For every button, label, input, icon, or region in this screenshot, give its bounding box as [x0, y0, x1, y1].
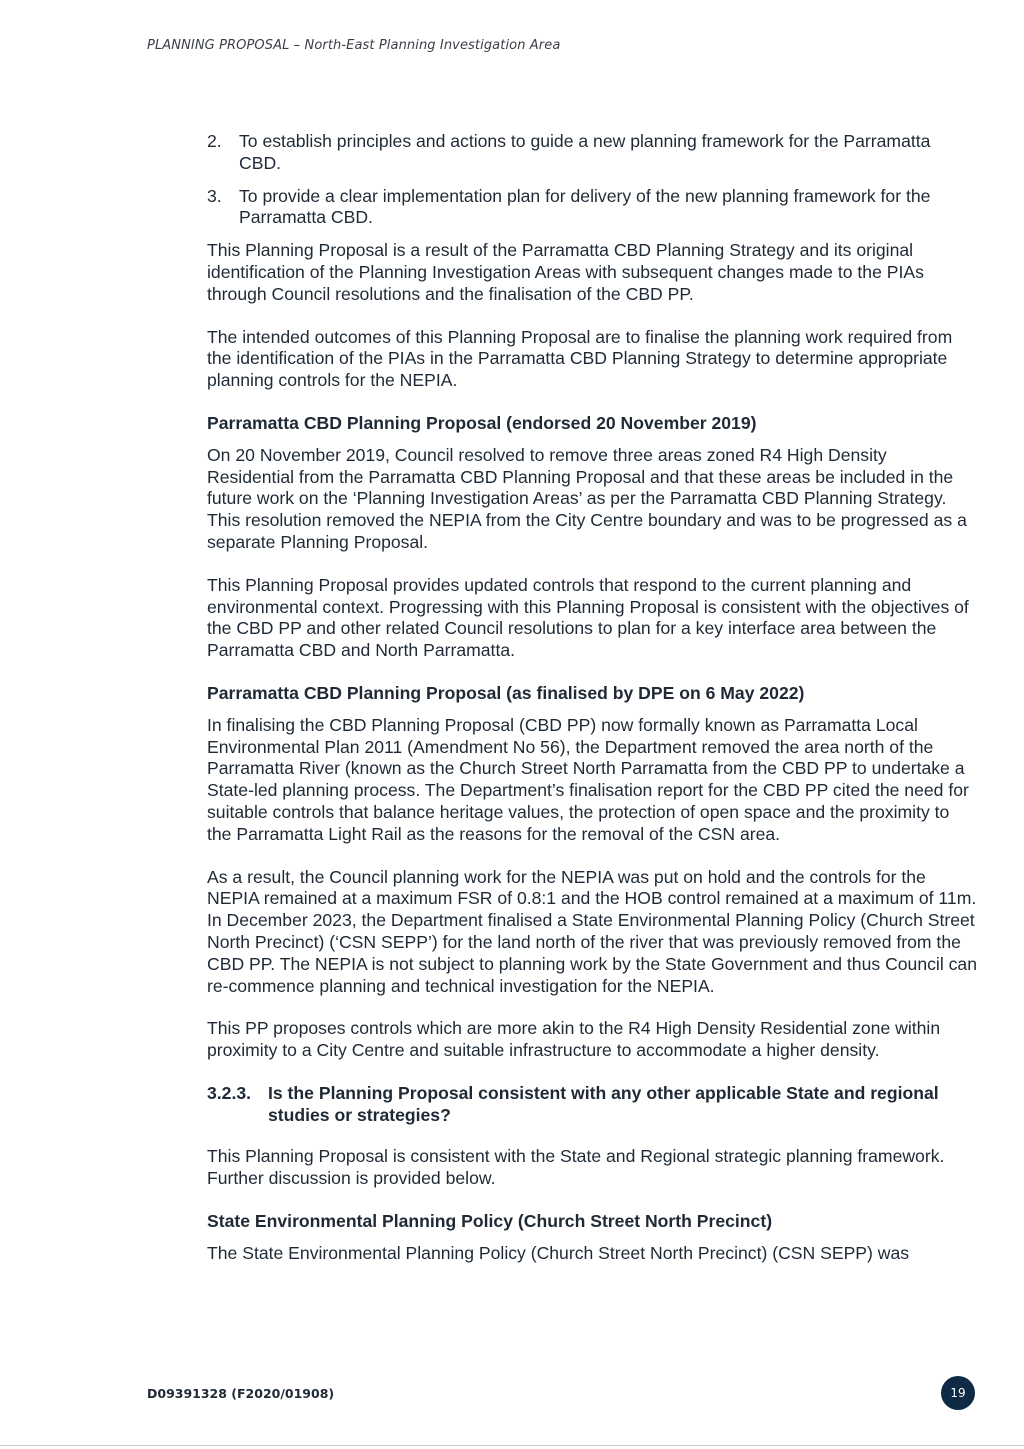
section-3-2-3-paragraph: This Planning Proposal is consistent with the State and Regional strategic planning framework. Further discussion is provided below.	[207, 1146, 945, 1189]
heading-cbd-pp-2022: Parramatta CBD Planning Proposal (as finalised by DPE on 6 May 2022)	[207, 682, 805, 703]
cbd-pp-2019-paragraph-2: This Planning Proposal provides updated controls that respond to the current planning and environmental context. Progressing with this Planning Proposal is consistent with the objectives of the CBD PP and other related Council resolutions to plan for a key interface area between the Parramatta CBD and North Parramatta.	[207, 574, 969, 661]
section-number: 3.2.3.	[207, 1082, 252, 1103]
section-title: Is the Planning Proposal consistent with any other applicable State and regional studies or strategies?	[268, 1082, 939, 1125]
heading-cbd-pp-2019: Parramatta CBD Planning Proposal (endorsed 20 November 2019)	[207, 412, 757, 433]
running-header: PLANNING PROPOSAL – North-East Planning Investigation Area	[147, 38, 561, 53]
document-reference: D09391328 (F2020/01908)	[147, 1386, 335, 1401]
page-number-badge: 19	[941, 1376, 975, 1410]
cbd-pp-2019-paragraph-1: On 20 November 2019, Council resolved to remove three areas zoned R4 High Density Residential from the Parramatta CBD Planning Proposal and that these areas be included in the future work on the ‘Planning Investigation Areas’ as per the Parramatta CBD Planning Strategy. This resolution removed the NEPIA from the City Centre boundary and was to be progressed as a separate Planning Proposal.	[207, 444, 967, 552]
csn-sepp-paragraph: The State Environmental Planning Policy (Church Street North Precinct) (CSN SEPP) was	[207, 1242, 910, 1263]
list-item-number: 3.	[207, 185, 222, 206]
cbd-pp-2022-paragraph-3: This PP proposes controls which are more akin to the R4 High Density Residential zone within proximity to a City Centre and suitable infrastructure to accommodate a higher density.	[207, 1018, 941, 1061]
list-item-number: 2.	[207, 131, 222, 151]
cbd-pp-2022-paragraph-1: In finalising the CBD Planning Proposal (CBD PP) now formally known as Parramatta Local Environmental Plan 2011 (Amendment No 56), the Department removed the area north of the Parramatta River (known as the Church Street North Parramatta from the CBD PP to undertake a State-led planning process. The Department’s finalisation report for the CBD PP cited the need for suitable controls that balance heritage values, the protection of open space and the proximity to the Parramatta Light Rail as the reasons for the removal of the CSN area.	[207, 714, 969, 844]
document-body	[207, 131, 977, 1286]
list-item-text: To provide a clear implementation plan for delivery of the new planning framework for the Parramatta CBD.	[239, 185, 931, 228]
list-item-text: To establish principles and actions to guide a new planning framework for the Parramatta CBD.	[239, 131, 931, 173]
objectives-list	[207, 131, 977, 229]
page-bottom-divider	[0, 1445, 1024, 1446]
list-item	[207, 186, 977, 230]
list-item	[207, 131, 977, 175]
intro-paragraph-2: The intended outcomes of this Planning Proposal are to finalise the planning work required from the identification of the PIAs in the Parramatta CBD Planning Strategy to determine appropriate planning controls for the NEPIA.	[207, 326, 953, 391]
intro-paragraph-1: This Planning Proposal is a result of the Parramatta CBD Planning Strategy and its original identification of the Planning Investigation Areas with subsequent changes made to the PIAs through Council resolutions and the finalisation of the CBD PP.	[207, 240, 924, 304]
heading-csn-sepp: State Environmental Planning Policy (Church Street North Precinct)	[207, 1211, 773, 1232]
heading-section-3-2-3	[207, 1083, 977, 1127]
cbd-pp-2022-paragraph-2: As a result, the Council planning work for the NEPIA was put on hold and the controls for the NEPIA remained at a maximum FSR of 0.8:1 and the HOB control remained at a maximum of 11m. In December 2023, the Department finalised a State Environmental Planning Policy (Church Street North Precinct) (‘CSN SEPP’) for the land north of the river that was previously removed from the CBD PP. The NEPIA is not subject to planning work by the State Government and thus Council can re-commence planning and technical investigation for the NEPIA.	[207, 866, 977, 996]
